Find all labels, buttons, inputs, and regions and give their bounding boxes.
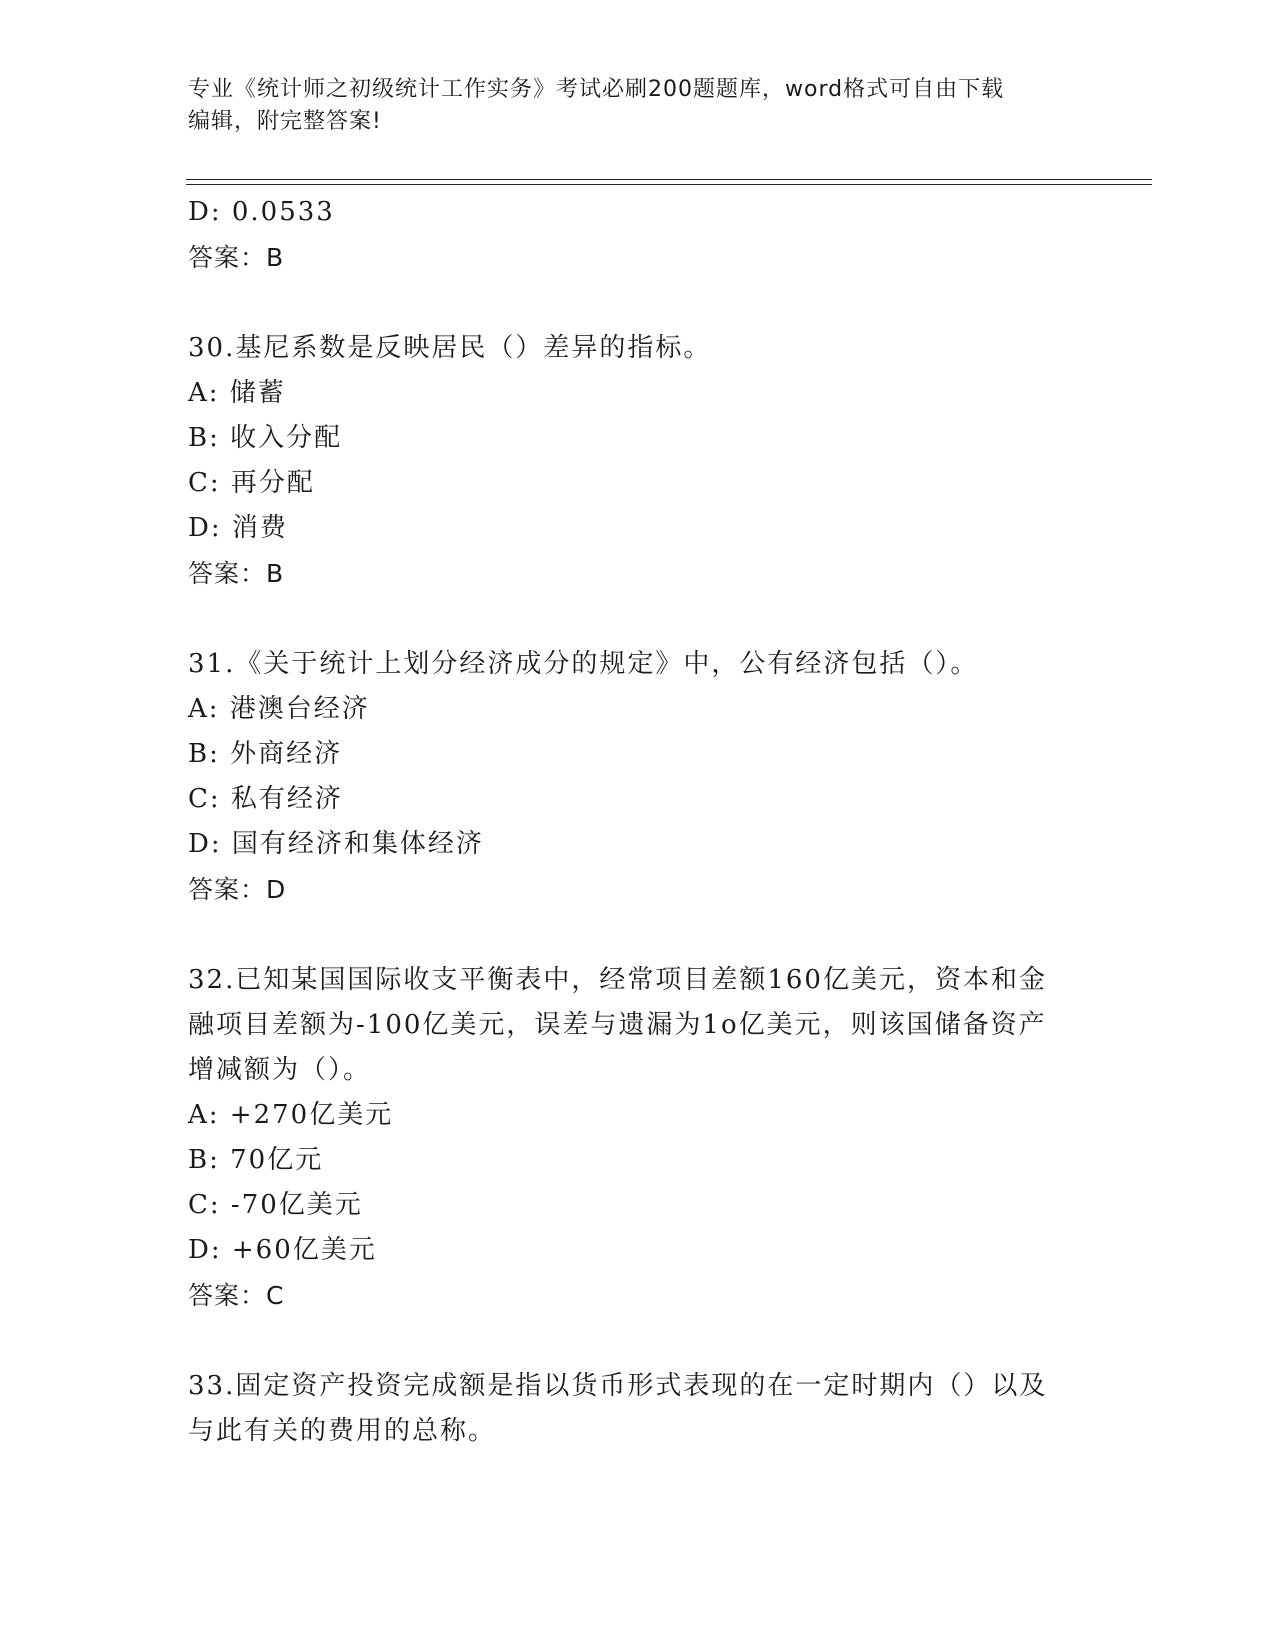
option-c: C: 再分配	[188, 468, 315, 498]
question-30	[188, 326, 1088, 596]
spacer	[188, 596, 1088, 642]
option-b: B: 收入分配	[188, 423, 343, 453]
question-31	[188, 642, 1088, 912]
option-a: A: 港澳台经济	[188, 694, 370, 724]
answer: 答案：D	[188, 875, 287, 904]
answer: 答案：C	[188, 1281, 285, 1310]
spacer	[188, 280, 1088, 326]
option-b: B: 70亿元	[188, 1145, 324, 1175]
previous-question-tail	[188, 190, 1088, 280]
option-d: D: 国有经济和集体经济	[188, 829, 484, 859]
header-line-1: 专业《统计师之初级统计工作实务》考试必刷200题题库，word格式可自由下载	[188, 77, 1005, 102]
question-text-line-2: 融项目差额为-100亿美元，误差与遗漏为1o亿美元，则该国储备资产	[188, 1010, 1047, 1040]
answer: 答案：B	[188, 243, 285, 272]
answer: 答案：B	[188, 559, 285, 588]
header-divider-top	[186, 179, 1152, 180]
question-text-line-3: 增减额为（）。	[188, 1055, 372, 1085]
question-text-line-1: 33.固定资产投资完成额是指以货币形式表现的在一定时期内（）以及	[188, 1371, 1048, 1401]
header-divider-bottom	[186, 184, 1152, 185]
option-d: D: 0.0533	[188, 197, 335, 227]
question-32	[188, 958, 1088, 1318]
option-c: C: -70亿美元	[188, 1190, 363, 1220]
page-header	[188, 74, 1068, 138]
header-line-2: 编辑，附完整答案!	[188, 109, 382, 134]
question-text-line-2: 与此有关的费用的总称。	[188, 1416, 497, 1446]
option-a: A: 储蓄	[188, 378, 286, 408]
option-d: D: +60亿美元	[188, 1235, 377, 1265]
question-text-line-1: 32.已知某国国际收支平衡表中，经常项目差额160亿美元，资本和金	[188, 965, 1047, 995]
option-d: D: 消费	[188, 513, 288, 543]
option-c: C: 私有经济	[188, 784, 343, 814]
option-b: B: 外商经济	[188, 739, 343, 769]
spacer	[188, 912, 1088, 958]
question-content	[188, 190, 1088, 1454]
question-text: 30.基尼系数是反映居民（）差异的指标。	[188, 333, 712, 363]
question-text: 31.《关于统计上划分经济成分的规定》中，公有经济包括（）。	[188, 649, 979, 679]
spacer	[188, 1318, 1088, 1364]
question-33	[188, 1364, 1088, 1454]
option-a: A: +270亿美元	[188, 1100, 394, 1130]
